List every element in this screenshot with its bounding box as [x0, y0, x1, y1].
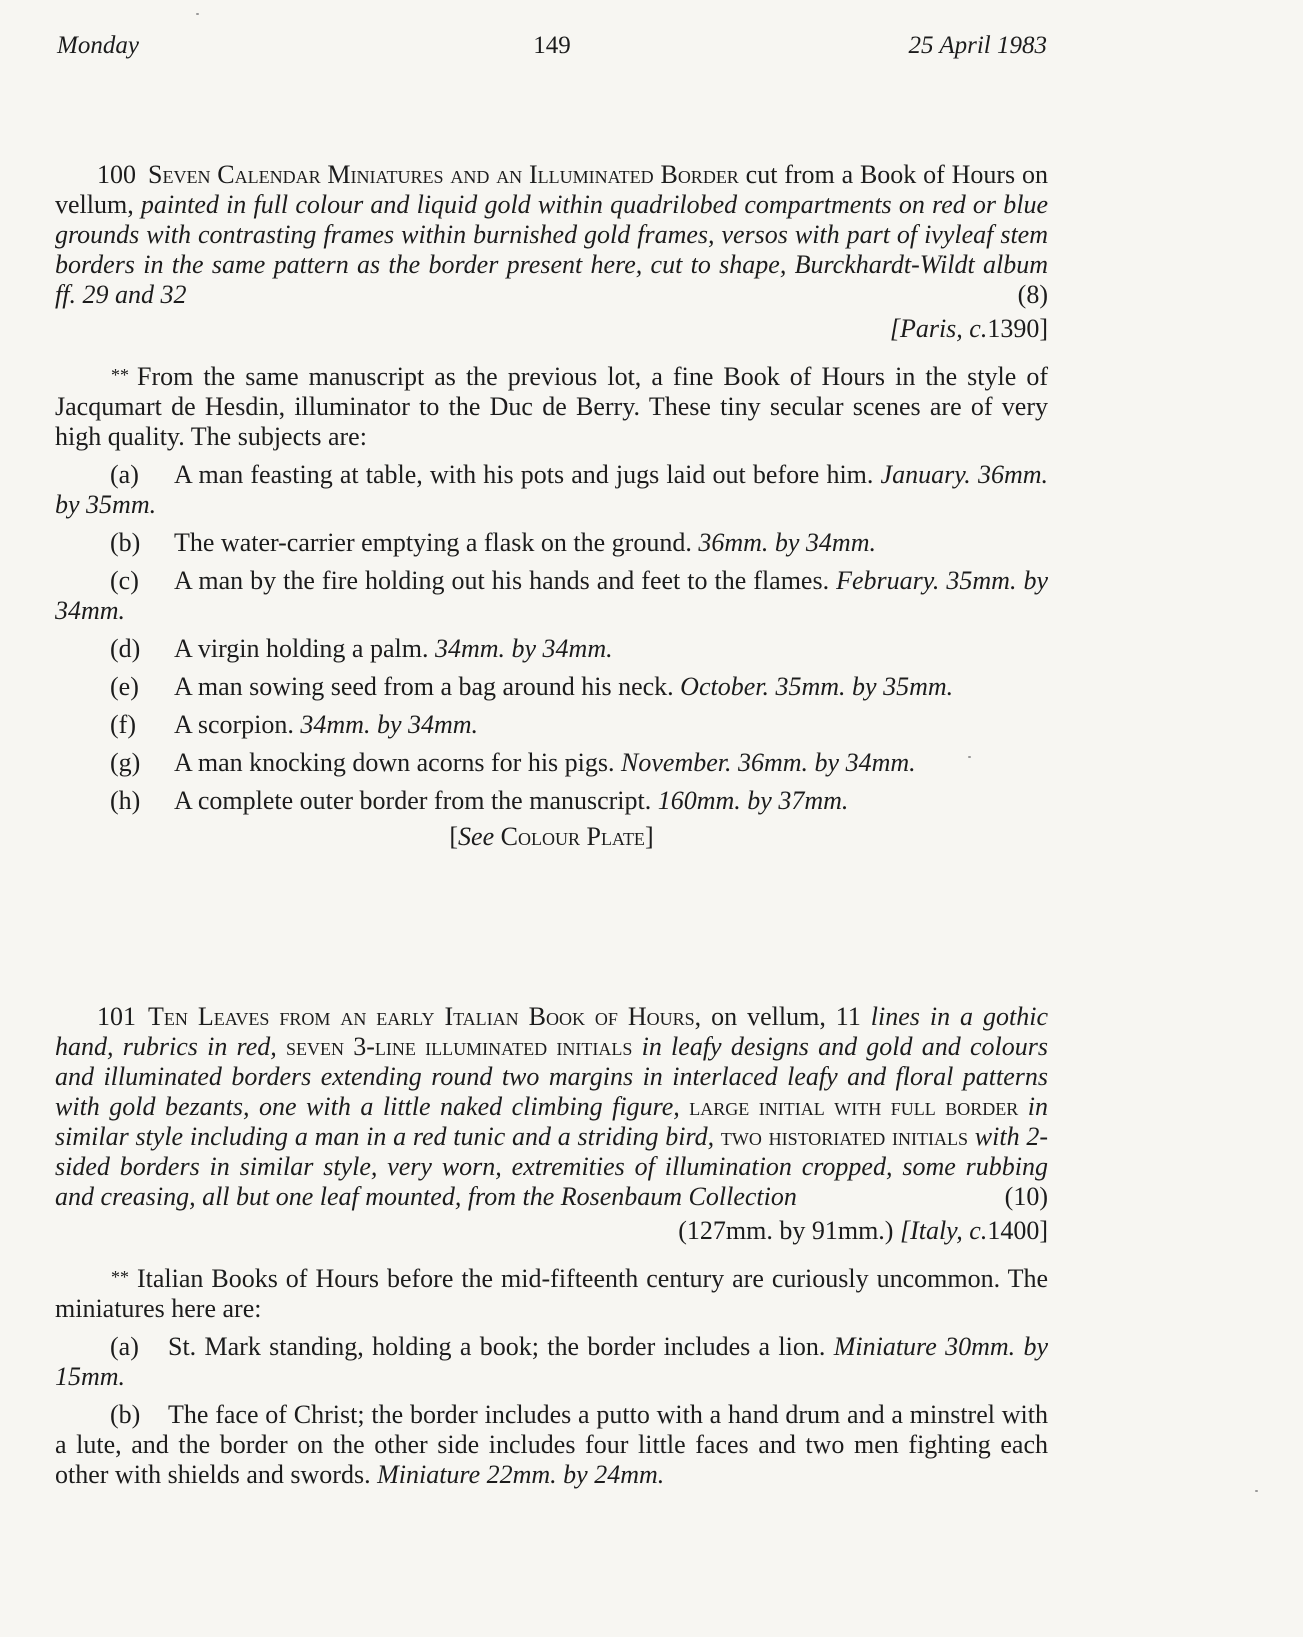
item-text: A man feasting at table, with his pots and jugs laid out before him.: [174, 460, 874, 489]
item-text: The water-carrier emptying a flask on the ground.: [174, 528, 692, 557]
note-asterisks: **: [111, 365, 129, 385]
provenance-date: 1400]: [987, 1216, 1048, 1245]
item-dimensions: November. 36mm. by 34mm.: [621, 748, 916, 777]
lot-desc-caps-3: two historiated initials: [720, 1122, 969, 1151]
subject-item: [55, 1332, 1048, 1392]
subject-item: [55, 460, 1048, 520]
subject-item: [55, 528, 1048, 558]
lot-desc-plain: on vellum, 11: [711, 1002, 861, 1031]
lot-desc-italic-4: with 2-sided borders in similar style, very worn, extremities of illumination cropped, some rubbing and creasing, all but one leaf mounted, from the Rosenbaum Collection: [55, 1122, 1049, 1211]
note-asterisks: **: [111, 1267, 129, 1287]
plate-see: See: [458, 822, 495, 851]
item-text: A complete outer border from the manuscript.: [174, 786, 652, 815]
lot-number: 100: [97, 160, 136, 189]
provenance-place: [Paris, c.: [889, 314, 988, 343]
item-label: (b): [110, 528, 141, 557]
lot-note: [55, 1262, 1048, 1324]
item-dimensions: October. 35mm. by 35mm.: [680, 672, 954, 701]
item-label: (h): [110, 786, 141, 815]
header-day: Monday: [57, 32, 139, 59]
lot-count: (8): [1017, 280, 1048, 309]
item-text: St. Mark standing, holding a book; the border includes a lion.: [168, 1332, 826, 1361]
subject-item: [55, 672, 1048, 702]
item-dimensions: February. 35mm. by 34mm.: [55, 566, 1048, 625]
lot-desc-italic-1: lines in a gothic hand, rubrics in red,: [55, 1002, 1048, 1061]
subject-item: [55, 786, 1048, 816]
item-label: (c): [110, 566, 139, 595]
note-text: Italian Books of Hours before the mid-fifteenth century are curiously uncommon. The miniatures here are:: [55, 1264, 1048, 1323]
item-label: (g): [110, 748, 141, 777]
lot-101: [55, 1002, 1048, 1490]
header-date: 25 April 1983: [908, 32, 1047, 59]
note-text: From the same manuscript as the previous lot, a fine Book of Hours in the style of Jacqumart de Hesdin, illuminator to the Duc de Berry. These tiny secular scenes are of very high quality. The subjects are:: [55, 362, 1048, 451]
lot-desc-plain: cut from a Book of Hours on vellum,: [55, 160, 1048, 219]
provenance-date: 1390]: [987, 314, 1048, 343]
lot-desc-italic-3: in similar style including a man in a red tunic and a striding bird,: [55, 1092, 1049, 1151]
item-label: (a): [110, 1332, 139, 1361]
lot-number: 101: [97, 1002, 136, 1031]
subject-item: [55, 1400, 1048, 1490]
lot-100: [55, 160, 1048, 852]
lot-100-description: [55, 160, 1048, 310]
item-dimensions: January. 36mm. by 35mm.: [55, 460, 1049, 519]
item-dimensions: Miniature 22mm. by 24mm.: [377, 1460, 665, 1489]
lot-desc-tail: 29 and 32: [82, 280, 187, 309]
lot-note: [55, 360, 1048, 452]
lot-title: Ten Leaves from an early Italian Book of Hours,: [148, 1002, 702, 1031]
scan-speck: [196, 13, 199, 15]
page-header: [57, 32, 1047, 72]
lot-size: (127mm. by 91mm.): [678, 1216, 894, 1245]
scan-speck: [968, 756, 971, 758]
page-number: 149: [533, 32, 571, 59]
lot-desc-italic: painted in full colour and liquid gold within quadrilobed compartments on red or blue grounds with contrasting frames within burnished gold frames, versos with part of ivyleaf stem borders in the same pattern as the border present here, cut to shape, Burckhardt-Wildt album ff.: [55, 190, 1048, 309]
item-text: A scorpion.: [174, 710, 294, 739]
lot-provenance: [55, 314, 1048, 344]
colour-plate-reference: [See Colour Plate]: [449, 822, 654, 851]
scan-speck: [1255, 1490, 1258, 1492]
provenance-place: [Italy, c.: [899, 1216, 988, 1245]
lot-101-description: [55, 1002, 1048, 1212]
subject-item: [55, 710, 1048, 740]
lot-count: (10): [1004, 1182, 1048, 1211]
lot-desc-caps-2: large initial with full border: [689, 1092, 1019, 1121]
item-dimensions: 34mm. by 34mm.: [300, 710, 479, 739]
subject-item: [55, 566, 1048, 626]
item-text: A virgin holding a palm.: [174, 634, 429, 663]
item-text: A man sowing seed from a bag around his neck.: [174, 672, 674, 701]
item-text: A man by the fire holding out his hands and feet to the flames.: [174, 566, 830, 595]
lot-title: Seven Calendar Miniatures and an Illuminated Border: [148, 160, 739, 189]
item-label: (b): [110, 1400, 141, 1429]
subject-item: [55, 634, 1048, 664]
item-label: (d): [110, 634, 141, 663]
item-text: The face of Christ; the border includes a putto with a hand drum and a minstrel with a lute, and the border on the other side includes four little faces and two men fighting each other with shields and swords.: [55, 1400, 1048, 1489]
item-label: (a): [110, 460, 139, 489]
item-dimensions: 160mm. by 37mm.: [657, 786, 849, 815]
subject-item: [55, 748, 1048, 778]
lot-desc-italic-2: in leafy designs and gold and colours and illuminated borders extending round two margins in interlaced leafy and floral patterns with gold bezants, one with a little naked climbing figure,: [55, 1032, 1049, 1121]
lot-desc-caps-1: seven 3-line illuminated initials: [286, 1032, 633, 1061]
item-dimensions: 36mm. by 34mm.: [698, 528, 876, 557]
item-label: (f): [110, 710, 136, 739]
item-label: (e): [110, 672, 139, 701]
lot-size-provenance: [55, 1216, 1048, 1246]
item-text: A man knocking down acorns for his pigs.: [174, 748, 615, 777]
item-dimensions: Miniature 30mm. by 15mm.: [55, 1332, 1048, 1391]
plate-text: Colour Plate: [500, 822, 645, 851]
item-dimensions: 34mm. by 34mm.: [434, 634, 613, 663]
